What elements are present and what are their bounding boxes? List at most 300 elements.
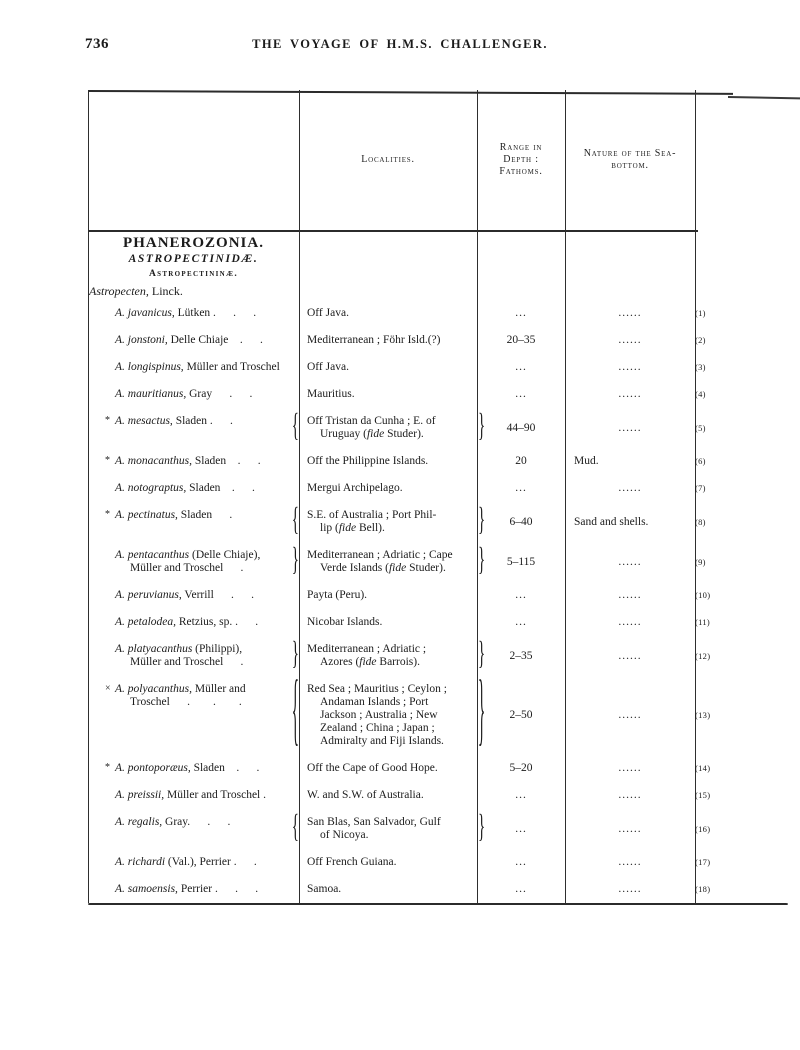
species-cell — [88, 762, 299, 775]
locality-line — [307, 883, 475, 896]
localities-cell — [299, 482, 477, 495]
species-cell — [88, 388, 299, 401]
species-marker: * — [105, 455, 110, 466]
localities-cell — [299, 307, 477, 320]
table-row — [88, 543, 800, 579]
species-cell — [88, 503, 299, 539]
brace-glyph: { — [291, 409, 299, 445]
species-cell — [88, 637, 299, 673]
depth-cell — [477, 482, 565, 495]
sea-bottom-header-line1: Nature of the Sea- — [583, 148, 677, 159]
text-segment: Linck. — [148, 284, 183, 298]
text-segment: Samoa. — [307, 883, 342, 895]
reference-number: (1) — [695, 308, 706, 318]
brace-glyph: } — [291, 637, 299, 673]
species-name-line — [115, 856, 299, 869]
text-segment: Off French Guiana. — [307, 856, 397, 868]
sea-bottom-column-header — [565, 90, 695, 230]
text-segment: Barrois). — [376, 656, 420, 668]
depth-cell — [477, 388, 565, 401]
depth-cell — [477, 616, 565, 629]
brace-glyph: } — [291, 543, 299, 579]
table-row — [88, 307, 800, 320]
text-segment: A. polyacanthus, — [115, 683, 192, 695]
species-name-line — [115, 549, 299, 562]
text-segment: Admiralty and Fiji Islands. — [320, 735, 444, 747]
depth-value: 20–35 — [506, 334, 536, 346]
text-segment: A. regalis, — [115, 816, 163, 828]
sea-bottom-cell — [565, 589, 695, 602]
sea-bottom-cell — [565, 883, 695, 896]
localities-cell — [299, 643, 477, 669]
depth-column-header — [477, 90, 565, 230]
sea-bottom-value: ...... — [618, 555, 642, 568]
table-row — [88, 637, 800, 673]
species-name-line — [115, 789, 299, 802]
text-segment: Müller and Troschel . — [130, 656, 244, 668]
reference-cell — [695, 816, 719, 842]
reference-cell — [695, 616, 719, 629]
sea-bottom-value: ...... — [618, 822, 642, 835]
sea-bottom-value: ...... — [618, 482, 642, 494]
table-row — [88, 789, 800, 802]
text-segment: Uruguay ( — [320, 428, 367, 440]
species-name-line — [115, 656, 299, 669]
depth-cell — [477, 455, 565, 468]
sea-bottom-cell — [565, 762, 695, 775]
sea-bottom-cell — [565, 616, 695, 629]
depth-header-line1: Range in — [499, 142, 543, 153]
reference-cell — [695, 307, 719, 320]
depth-value: ... — [515, 822, 527, 835]
depth-value: 44–90 — [506, 421, 536, 434]
depth-cell — [477, 307, 565, 320]
sea-bottom-value: ...... — [618, 616, 642, 628]
depth-cell — [477, 669, 565, 756]
sea-bottom-cell — [565, 361, 695, 374]
locality-line — [307, 522, 475, 535]
text-segment: Sladen . . — [172, 415, 233, 427]
family-heading: ASTROPECTINIDÆ. — [128, 253, 259, 265]
text-segment: Zealand ; China ; Japan ; — [320, 722, 435, 734]
reference-number: (8) — [695, 516, 706, 527]
reference-cell — [695, 789, 719, 802]
locality-line — [307, 735, 475, 748]
table-row — [88, 482, 800, 495]
brace-glyph: } — [478, 503, 486, 539]
depth-value: ... — [515, 856, 527, 868]
species-table — [88, 90, 800, 905]
text-segment: Studer). — [384, 428, 424, 440]
sea-bottom-value: ...... — [618, 762, 642, 774]
locality-line — [307, 455, 475, 468]
locality-line — [307, 361, 475, 374]
table-row — [88, 409, 800, 445]
page-number: 736 — [85, 36, 109, 52]
text-segment: A. jonstoni, — [115, 334, 168, 346]
depth-value: 20 — [515, 455, 527, 467]
locality-line — [307, 562, 475, 575]
text-segment: S.E. of Australia ; Port Phil- — [307, 509, 437, 521]
text-segment: A. pectinatus, — [115, 509, 178, 521]
text-segment: A. mesactus, — [115, 415, 173, 427]
species-column-header — [88, 90, 299, 230]
text-segment: Nicobar Islands. — [307, 616, 383, 628]
localities-cell — [299, 762, 477, 775]
table-row — [88, 762, 800, 775]
reference-cell — [695, 643, 719, 669]
species-cell — [88, 334, 299, 347]
localities-column-header — [299, 90, 477, 230]
species-cell — [88, 589, 299, 602]
species-cell — [88, 455, 299, 468]
text-segment: Studer). — [406, 562, 446, 574]
depth-cell — [477, 334, 565, 347]
text-segment: Müller and Troschel . — [130, 562, 244, 574]
reference-cell — [695, 883, 719, 896]
text-segment: A. samoensis, — [115, 883, 178, 895]
table-body — [88, 231, 800, 910]
sea-bottom-cell — [565, 509, 695, 535]
genus-heading — [88, 285, 800, 298]
reference-cell — [695, 509, 719, 535]
text-segment: A. richardi — [115, 856, 166, 868]
subfamily-heading: Astropectininæ. — [148, 269, 239, 279]
reference-number: (5) — [695, 422, 706, 433]
reference-cell — [695, 856, 719, 869]
species-cell — [88, 810, 299, 846]
species-name-line — [115, 509, 299, 522]
text-segment: Mediterranean ; Föhr Isld.(?) — [307, 334, 441, 346]
depth-cell — [477, 762, 565, 775]
species-cell — [88, 789, 299, 802]
sea-bottom-value: ...... — [618, 856, 642, 868]
localities-cell — [299, 856, 477, 869]
text-segment: Retzius, sp. . . — [176, 616, 259, 628]
text-segment: A. javanicus, — [115, 307, 175, 319]
sea-bottom-cell — [565, 455, 695, 468]
brace-glyph: { — [291, 503, 299, 539]
text-segment: Off the Philippine Islands. — [307, 455, 429, 467]
brace-glyph: { — [291, 810, 299, 846]
text-segment: Mediterranean ; Adriatic ; Cape — [307, 549, 453, 561]
species-name-line — [115, 616, 299, 629]
species-cell — [88, 616, 299, 629]
species-name-line — [115, 683, 299, 696]
localities-cell — [299, 334, 477, 347]
sea-bottom-value: ...... — [618, 334, 642, 346]
brace-glyph: } — [478, 543, 486, 579]
depth-cell — [477, 503, 565, 539]
species-name-line — [115, 696, 299, 709]
species-name-line — [115, 361, 299, 374]
localities-cell — [299, 455, 477, 468]
species-name-line — [115, 415, 299, 428]
text-segment: Azores ( — [320, 656, 360, 668]
text-segment: A. pentacanthus — [115, 549, 190, 561]
table-row — [88, 883, 800, 896]
reference-number: (16) — [695, 823, 711, 834]
localities-cell — [299, 509, 477, 535]
species-cell — [88, 669, 299, 756]
text-segment: A. peruvianus, — [115, 589, 182, 601]
species-marker: * — [105, 509, 110, 520]
sea-bottom-value: Mud. — [574, 455, 599, 467]
depth-cell — [477, 543, 565, 579]
depth-cell — [477, 789, 565, 802]
locality-line — [307, 762, 475, 775]
text-segment: Sladen . . — [191, 455, 261, 467]
reference-number: (11) — [695, 617, 711, 627]
text-segment: A. preissii, — [115, 789, 165, 801]
sea-bottom-cell — [565, 334, 695, 347]
localities-cell — [299, 616, 477, 629]
localities-cell — [299, 549, 477, 575]
depth-value: ... — [515, 589, 527, 601]
depth-value: 2–50 — [509, 709, 533, 721]
text-segment: A. mauritianus, — [115, 388, 187, 400]
sea-bottom-value: ...... — [618, 649, 642, 662]
text-segment: Gray. . . — [162, 816, 231, 828]
reference-cell — [695, 455, 719, 468]
text-segment: Payta (Peru). — [307, 589, 368, 601]
species-name-line — [115, 482, 299, 495]
locality-line — [307, 509, 475, 522]
reference-number: (14) — [695, 763, 711, 773]
locality-line — [307, 856, 475, 869]
reference-cell — [695, 482, 719, 495]
depth-value: ... — [515, 883, 527, 895]
reference-number: (7) — [695, 483, 706, 493]
species-cell — [88, 307, 299, 320]
species-marker: × — [105, 683, 111, 694]
species-name-line — [115, 816, 299, 829]
reference-number: (6) — [695, 456, 706, 466]
depth-header-line2: Depth : — [503, 154, 539, 165]
depth-value: ... — [515, 361, 527, 373]
species-name-line — [115, 307, 299, 320]
species-marker: * — [105, 762, 110, 773]
text-segment: fide — [359, 656, 377, 668]
locality-line — [307, 696, 475, 709]
table-row — [88, 669, 800, 756]
species-cell — [88, 409, 299, 445]
text-segment: Perrier . . . — [177, 883, 259, 895]
depth-cell — [477, 409, 565, 445]
localities-cell — [299, 816, 477, 842]
sea-bottom-value: ...... — [618, 883, 642, 895]
species-name-line — [115, 455, 299, 468]
text-segment: A. petalodea, — [115, 616, 176, 628]
text-segment: Mediterranean ; Adriatic ; — [307, 643, 427, 655]
localities-header-label: Localities. — [361, 154, 415, 165]
species-cell — [88, 482, 299, 495]
locality-line — [307, 415, 475, 428]
species-cell — [88, 543, 299, 579]
sea-bottom-value: ...... — [618, 789, 642, 801]
localities-cell — [299, 415, 477, 441]
table-row — [88, 589, 800, 602]
depth-cell — [477, 810, 565, 846]
depth-cell — [477, 883, 565, 896]
reference-number: (18) — [695, 884, 711, 894]
text-segment: Verrill . . — [181, 589, 255, 601]
localities-cell — [299, 883, 477, 896]
text-segment: San Blas, San Salvador, Gulf — [307, 816, 441, 828]
text-segment: Off Java. — [307, 361, 349, 373]
reference-cell — [695, 361, 719, 374]
sea-bottom-cell — [565, 415, 695, 441]
text-segment: Off Java. — [307, 307, 349, 319]
text-segment: A. notograptus, — [115, 482, 187, 494]
sea-bottom-cell — [565, 482, 695, 495]
text-segment: fide — [366, 428, 385, 440]
text-segment: Sladen . . — [186, 482, 255, 494]
text-segment: Verde Islands ( — [320, 562, 389, 574]
species-name-line — [115, 883, 299, 896]
reference-cell — [695, 762, 719, 775]
locality-line — [307, 307, 475, 320]
sea-bottom-value: ...... — [618, 421, 642, 434]
localities-cell — [299, 589, 477, 602]
text-segment: A. pontoporæus, — [115, 762, 191, 774]
reference-number: (9) — [695, 556, 706, 567]
text-segment: A. monacanthus, — [115, 455, 192, 467]
sea-bottom-cell — [565, 856, 695, 869]
text-segment: A. longispinus, — [115, 361, 184, 373]
species-name-line — [115, 589, 299, 602]
brace-glyph: } — [478, 669, 486, 756]
text-segment: Andaman Islands ; Port — [320, 696, 429, 708]
text-segment: (Philippi), — [192, 643, 243, 655]
text-segment: Off the Cape of Good Hope. — [307, 762, 438, 774]
brace-glyph: } — [478, 409, 486, 445]
text-segment: Delle Chiaje . . — [167, 334, 263, 346]
depth-value: ... — [515, 388, 527, 400]
sea-bottom-value: Sand and shells. — [574, 515, 649, 528]
text-segment: (Delle Chiaje), — [189, 549, 261, 561]
localities-cell — [299, 683, 477, 748]
reference-cell — [695, 549, 719, 575]
text-segment: Gray . . — [186, 388, 253, 400]
localities-cell — [299, 789, 477, 802]
sea-bottom-cell — [565, 789, 695, 802]
text-segment: of Nicoya. — [320, 829, 369, 841]
species-marker: * — [105, 415, 110, 426]
sea-bottom-cell — [565, 549, 695, 575]
depth-value: ... — [515, 616, 527, 628]
locality-line — [307, 549, 475, 562]
sea-bottom-value: ...... — [618, 361, 642, 373]
reference-number: (10) — [695, 590, 711, 600]
brace-glyph: } — [478, 637, 486, 673]
depth-cell — [477, 637, 565, 673]
taxon-heading-block — [88, 235, 299, 280]
sea-bottom-value: ...... — [618, 388, 642, 400]
species-cell — [88, 856, 299, 869]
depth-value: ... — [515, 789, 527, 801]
sea-bottom-cell — [565, 683, 695, 748]
depth-value: ... — [515, 307, 527, 319]
table-row — [88, 455, 800, 468]
locality-line — [307, 816, 475, 829]
depth-cell — [477, 589, 565, 602]
sea-bottom-header-line2: bottom. — [611, 160, 649, 171]
species-name-line — [115, 643, 299, 656]
text-segment: Astropecten, — [89, 284, 149, 298]
brace-glyph: { — [291, 669, 299, 756]
sea-bottom-cell — [565, 388, 695, 401]
locality-line — [307, 482, 475, 495]
depth-value: 5–20 — [509, 762, 533, 774]
table-row — [88, 616, 800, 629]
reference-cell — [695, 683, 719, 748]
text-segment: A. platyacanthus — [115, 643, 193, 655]
localities-cell — [299, 388, 477, 401]
table-row — [88, 503, 800, 539]
species-cell — [88, 361, 299, 374]
depth-header-line3: Fathoms. — [499, 166, 543, 177]
reference-number: (3) — [695, 362, 706, 372]
reference-number: (15) — [695, 790, 711, 800]
table-row — [88, 856, 800, 869]
reference-number: (4) — [695, 389, 706, 399]
localities-cell — [299, 361, 477, 374]
species-cell — [88, 883, 299, 896]
text-segment: Bell). — [356, 522, 385, 534]
locality-line — [307, 388, 475, 401]
depth-value: ... — [515, 482, 527, 494]
locality-line — [307, 829, 475, 842]
species-name-line — [115, 762, 299, 775]
table-row — [88, 388, 800, 401]
depth-value: 6–40 — [509, 515, 533, 528]
table-row — [88, 810, 800, 846]
sea-bottom-cell — [565, 307, 695, 320]
reference-cell — [695, 589, 719, 602]
sea-bottom-value: ...... — [618, 307, 642, 319]
text-segment: W. and S.W. of Australia. — [307, 789, 424, 801]
text-segment: Mauritius. — [307, 388, 355, 400]
locality-line — [307, 589, 475, 602]
locality-line — [307, 656, 475, 669]
depth-value: 5–115 — [506, 555, 536, 568]
locality-line — [307, 643, 475, 656]
table-row — [88, 334, 800, 347]
locality-line — [307, 709, 475, 722]
locality-line — [307, 789, 475, 802]
reference-number: (13) — [695, 710, 711, 720]
species-name-line — [115, 562, 299, 575]
locality-line — [307, 616, 475, 629]
sea-bottom-value: ...... — [618, 709, 642, 721]
table-row — [88, 361, 800, 374]
text-segment: Red Sea ; Mauritius ; Ceylon ; — [307, 683, 447, 695]
reference-column-header — [695, 90, 719, 230]
text-segment: fide — [338, 522, 357, 534]
sea-bottom-value: ...... — [618, 589, 642, 601]
text-segment: Mergui Archipelago. — [307, 482, 403, 494]
table-header-row — [88, 90, 800, 230]
text-segment: Müller and — [191, 683, 246, 695]
text-segment: Lütken . . . — [174, 307, 257, 319]
sea-bottom-cell — [565, 816, 695, 842]
reference-number: (12) — [695, 650, 711, 661]
text-segment: Sladen . — [177, 509, 233, 521]
text-segment: fide — [388, 562, 407, 574]
text-segment: Off Tristan da Cunha ; E. of — [307, 415, 436, 427]
text-segment: Müller and Troschel — [183, 361, 280, 373]
